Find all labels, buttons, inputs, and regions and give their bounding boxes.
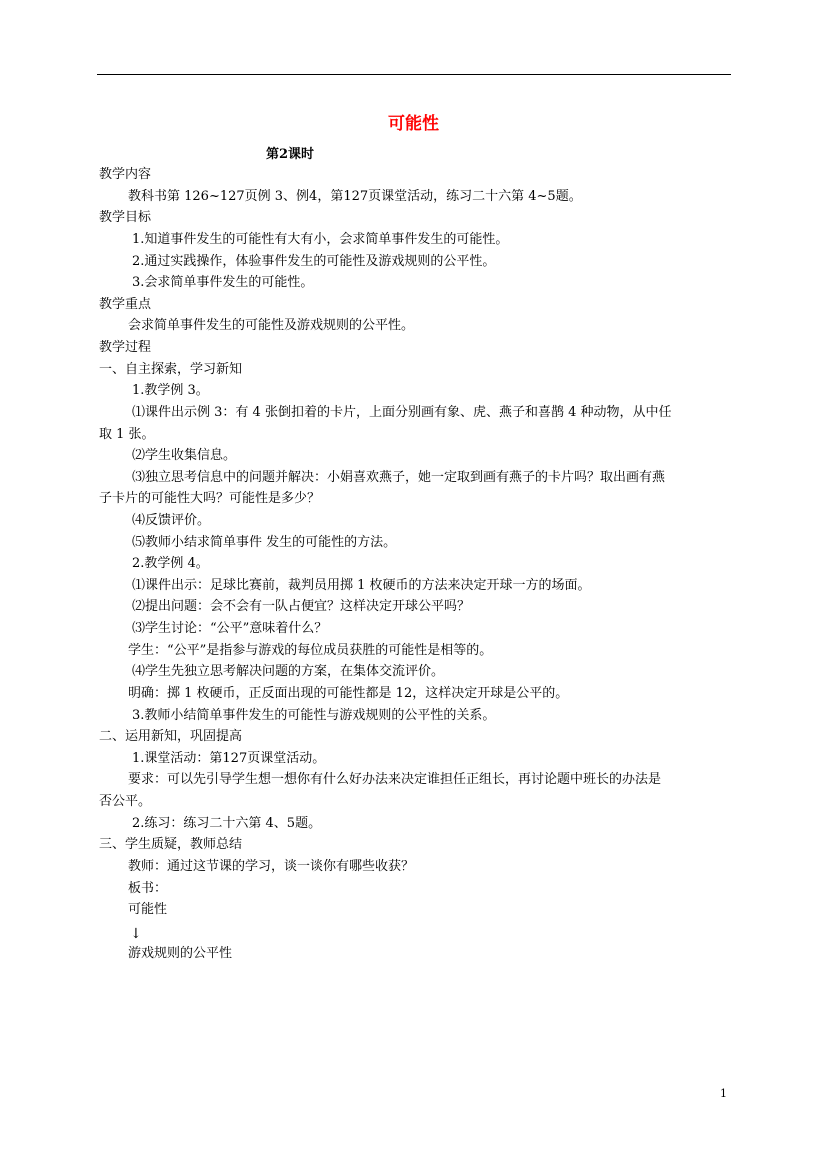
paragraph: 否公平。 [99, 794, 152, 809]
document-title: 可能性 [388, 114, 439, 134]
board-label: 板书： [128, 881, 168, 896]
list-item: 3.教师小结简单事件发生的可能性与游戏规则的公平性的关系。 [132, 708, 496, 723]
subsection-heading: 三、学生质疑，教师总结 [99, 837, 243, 852]
section-heading-content: 教学内容 [99, 167, 152, 182]
paragraph: ⑵提出问题：会不会有一队占便宜？这样决定开球公平吗？ [132, 599, 471, 614]
lesson-label: 第2课时 [266, 147, 315, 162]
board-item: 可能性 [128, 902, 168, 917]
paragraph: ⑷反馈评价。 [132, 513, 211, 528]
subsection-heading: 二、运用新知，巩固提高 [99, 729, 243, 744]
paragraph: ⑴课件出示：足球比赛前，裁判员用掷 1 枚硬币的方法来决定开球一方的场面。 [132, 578, 591, 593]
list-item: 3.会求简单事件发生的可能性。 [132, 275, 314, 290]
paragraph: 教师：通过这节课的学习，谈一谈你有哪些收获？ [128, 859, 415, 874]
paragraph: 会求简单事件发生的可能性及游戏规则的公平性。 [128, 318, 415, 333]
paragraph: ⑴课件出示例 3：有 4 张倒扣着的卡片，上面分别画有象、虎、燕子和喜鹊 4 种动物，从中任 [132, 405, 672, 420]
paragraph: 学生：“公平”是指参与游戏的每位成员获胜的可能性是相等的。 [128, 643, 493, 658]
list-item: 2.通过实践操作，体验事件发生的可能性及游戏规则的公平性。 [132, 254, 496, 269]
subsection-heading: 一、自主探索，学习新知 [99, 362, 243, 377]
down-arrow-icon: ↓ [130, 926, 142, 942]
list-item: 1.课堂活动：第127页课堂活动。 [132, 751, 326, 766]
list-item: 1.教学例 3。 [132, 383, 209, 398]
section-heading-goals: 教学目标 [99, 210, 152, 225]
paragraph: 明确：掷 1 枚硬币，正反面出现的可能性都是 12，这样决定开球是公平的。 [128, 686, 569, 701]
paragraph: 要求：可以先引导学生想一想你有什么好办法来决定谁担任正组长，再讨论题中班长的办法是 [128, 772, 662, 787]
section-heading-key-points: 教学重点 [99, 297, 152, 312]
list-item: 2.练习：练习二十六第 4、5题。 [132, 816, 322, 831]
section-heading-process: 教学过程 [99, 340, 152, 355]
paragraph: 取 1 张。 [99, 427, 155, 442]
paragraph: ⑸教师小结求简单事件 发生的可能性的方法。 [132, 535, 397, 550]
paragraph: ⑶独立思考信息中的问题并解决：小娟喜欢燕子，她一定取到画有燕子的卡片吗？取出画有燕 [132, 470, 666, 485]
board-item: 游戏规则的公平性 [128, 946, 233, 961]
list-item: 1.知道事件发生的可能性有大有小，会求简单事件发生的可能性。 [132, 232, 509, 247]
paragraph: 教科书第 126~127页例 3、例4，第127页课堂活动，练习二十六第 4~5题。 [128, 189, 582, 204]
header-rule [97, 74, 731, 75]
paragraph: ⑶学生讨论：“公平”意味着什么？ [132, 621, 328, 636]
paragraph: ⑵学生收集信息。 [132, 448, 237, 463]
list-item: 2.教学例 4。 [132, 556, 209, 571]
page-number: 1 [720, 1087, 727, 1100]
paragraph: ⑷学生先独立思考解决问题的方案，在集体交流评价。 [132, 664, 445, 679]
paragraph: 子卡片的可能性大吗？可能性是多少？ [99, 491, 321, 506]
